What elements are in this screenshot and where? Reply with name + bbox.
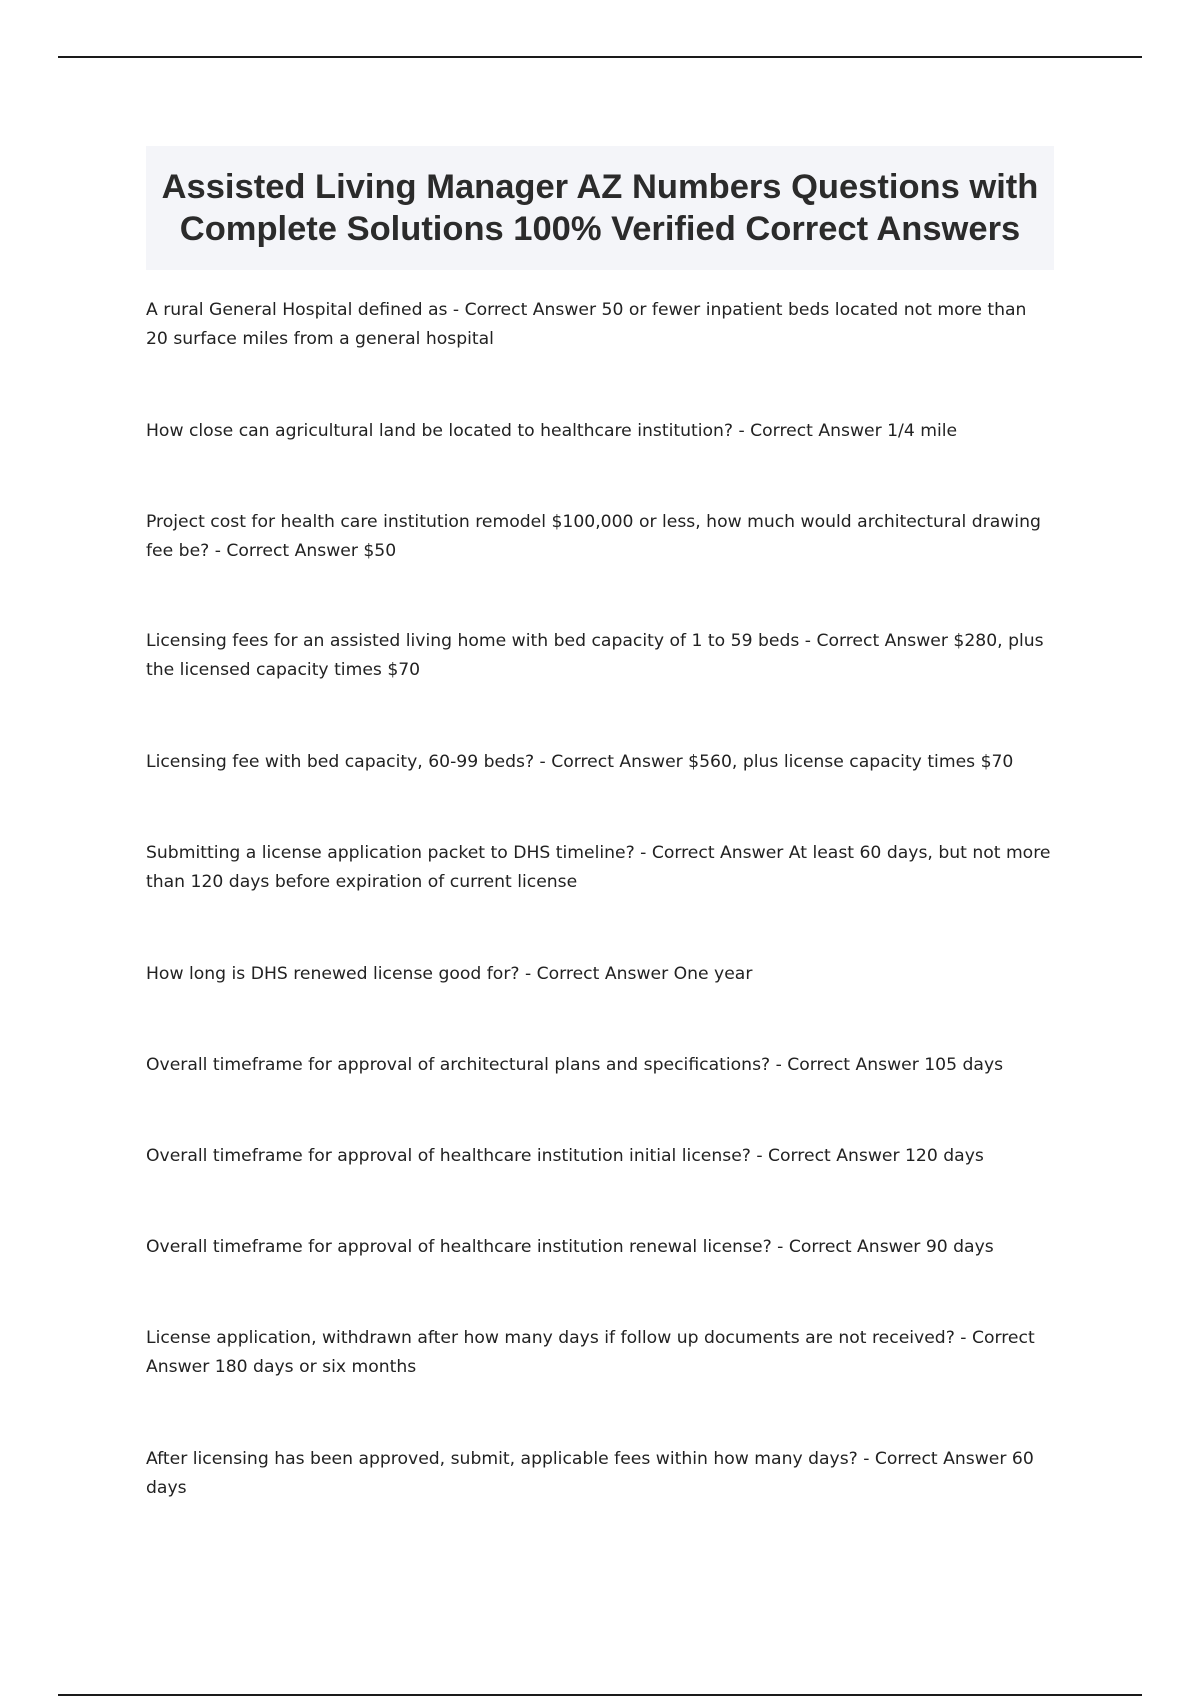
document-title: Assisted Living Manager AZ Numbers Questions with Complete Solutions 100% Verified Correct Answers bbox=[161, 168, 1039, 248]
qa-item: How close can agricultural land be located to healthcare institution? - Correct Answer 1/4 mile bbox=[146, 421, 958, 441]
qa-item: Licensing fee with bed capacity, 60-99 beds? - Correct Answer $560, plus license capacity times $70 bbox=[146, 752, 1014, 772]
qa-item: Project cost for health care institution remodel $100,000 or less, how much would architectural drawing fee be? - Correct Answer $50 bbox=[146, 512, 1041, 561]
qa-item: Submitting a license application packet to DHS timeline? - Correct Answer At least 60 days, but not more than 120 days before expiration of current license bbox=[146, 843, 1051, 892]
qa-item: How long is DHS renewed license good for? - Correct Answer One year bbox=[146, 964, 753, 984]
qa-item: After licensing has been approved, submit, applicable fees within how many days? - Correct Answer 60 days bbox=[146, 1449, 1034, 1498]
qa-item: A rural General Hospital defined as - Correct Answer 50 or fewer inpatient beds located not more than 20 surface miles from a general hospital bbox=[146, 300, 1027, 349]
qa-item: License application, withdrawn after how many days if follow up documents are not received? - Correct Answer 180 days or six months bbox=[146, 1328, 1035, 1377]
bottom-rule bbox=[58, 1694, 1142, 1696]
top-rule bbox=[58, 56, 1142, 58]
title-banner bbox=[146, 146, 1054, 270]
qa-item: Overall timeframe for approval of healthcare institution renewal license? - Correct Answer 90 days bbox=[146, 1237, 994, 1257]
qa-item: Overall timeframe for approval of architectural plans and specifications? - Correct Answer 105 days bbox=[146, 1055, 1004, 1075]
qa-item: Overall timeframe for approval of healthcare institution initial license? - Correct Answer 120 days bbox=[146, 1146, 984, 1166]
qa-item: Licensing fees for an assisted living home with bed capacity of 1 to 59 beds - Correct Answer $280, plus the licensed capacity times $70 bbox=[146, 631, 1044, 680]
